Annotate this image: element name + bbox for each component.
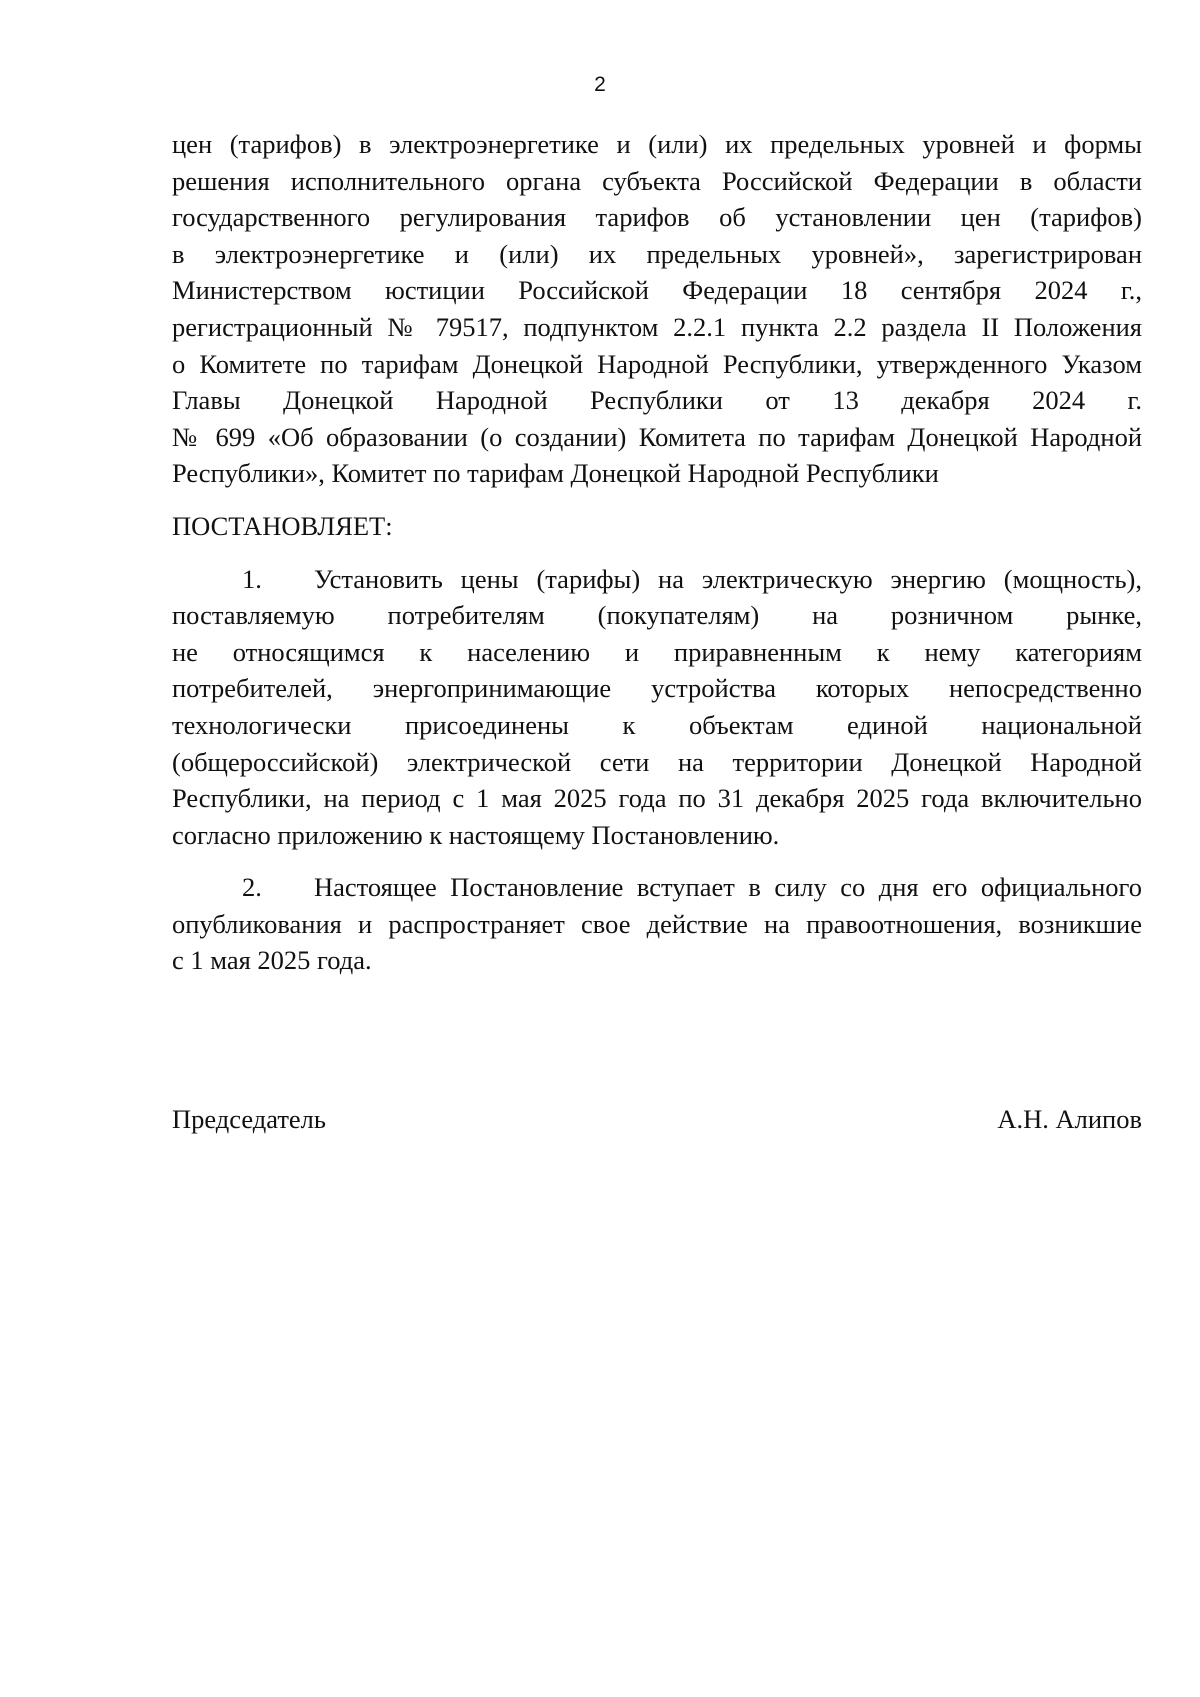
text-line: государственного регулирования тарифов об установлении цен (тарифов): [172, 202, 1142, 233]
item-number: 2.: [242, 872, 262, 903]
text-line: Настоящее Постановление вступает в силу со дня его официального: [314, 872, 1142, 903]
document-body: [172, 126, 1142, 979]
text-line: Республики», Комитет по тарифам Донецкой Народной Республики: [172, 458, 939, 489]
text-line: Главы Донецкой Народной Республики от 13 декабря 2024 г.: [172, 385, 1142, 416]
text-line: технологически присоединены к объектам единой национальной: [172, 709, 1142, 740]
text-line: Министерством юстиции Российской Федерации 18 сентября 2024 г.,: [172, 275, 1142, 306]
signatory-name: А.Н. Алипов: [997, 1104, 1142, 1134]
text-line: не относящимся к населению и приравненным к нему категориям: [172, 636, 1142, 667]
text-line: потребителей, энергопринимающие устройства которых непосредственно: [172, 673, 1142, 704]
signature-block: [172, 1101, 1142, 1137]
text-line: в электроэнергетике и (или) их предельных уровней», зарегистрирован: [172, 238, 1142, 269]
signatory-position: Председатель: [172, 1104, 326, 1134]
text-line: с 1 мая 2025 года.: [172, 945, 372, 976]
text-line: согласно приложению к настоящему Постановлению.: [172, 819, 780, 850]
text-line: Республики, на период с 1 мая 2025 года по 31 декабря 2025 года включительно: [172, 783, 1142, 814]
text-line: решения исполнительного органа субъекта Российской Федерации в области: [172, 165, 1142, 196]
text-line: регистрационный № 79517, подпунктом 2.2.1 пункта 2.2 раздела II Положения: [172, 311, 1142, 342]
resolves-heading: ПОСТАНОВЛЯЕТ:: [172, 510, 393, 541]
text-line: цен (тарифов) в электроэнергетике и (или) их предельных уровней и формы: [172, 129, 1142, 159]
text-line: Установить цены (тарифы) на электрическую энергию (мощность),: [314, 563, 1142, 594]
text-line: (общероссийской) электрической сети на территории Донецкой Народной: [172, 746, 1142, 777]
text-line: № 699 «Об образовании (о создании) Комитета по тарифам Донецкой Народной: [172, 421, 1142, 452]
preamble-paragraph: [172, 126, 1142, 492]
text-line: поставляемую потребителям (покупателям) на розничном рынке,: [172, 600, 1142, 631]
numbered-item-2: [172, 869, 1142, 979]
page-number: 2: [594, 73, 606, 96]
numbered-item-1: [172, 561, 1142, 854]
text-line: опубликования и распространяет свое действие на правоотношения, возникшие: [172, 908, 1142, 939]
item-number: 1.: [242, 563, 262, 594]
text-line: о Комитете по тарифам Донецкой Народной Республики, утвержденного Указом: [172, 348, 1142, 379]
